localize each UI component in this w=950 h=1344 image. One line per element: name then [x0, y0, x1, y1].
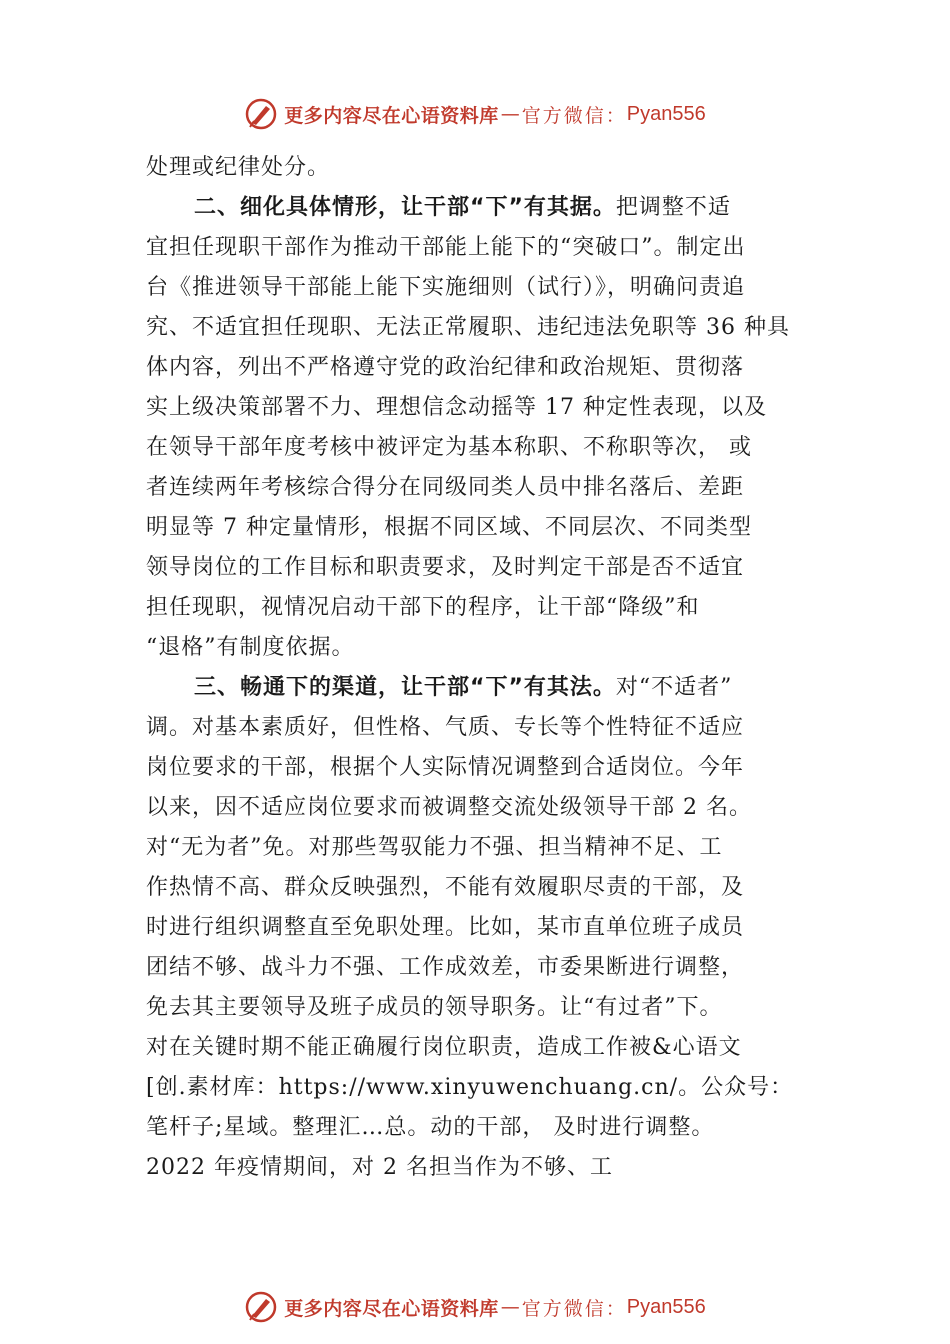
- text-line: 调。对基本素质好，但性格、气质、专长等个性特征不适应: [146, 715, 745, 740]
- quill-logo-icon: [244, 1290, 278, 1324]
- banner-dash: —: [500, 103, 520, 125]
- banner-main-text: 更多内容尽在心语资料库: [284, 1297, 499, 1320]
- text-line: [创.素材库：https://www.xinyuwenchuang.cn/。公众号：: [146, 1075, 794, 1100]
- text-line: 在领导干部年度考核中被评定为基本称职、不称职等次， 或: [146, 435, 752, 460]
- section-heading-line: 二、细化具体情形，让干部“下”有其据。把调整不适: [194, 195, 731, 220]
- text-line: 作热情不高、群众反映强烈，不能有效履职尽责的干部，及: [146, 875, 745, 900]
- text-line: 时进行组织调整直至免职处理。比如，某市直单位班子成员: [146, 915, 745, 940]
- footer-watermark-banner: [0, 1287, 950, 1327]
- section-heading: 二、细化具体情形，让干部“下”有其据。: [194, 195, 616, 220]
- text-line: 领导岗位的工作目标和职责要求，及时判定干部是否不适宜: [146, 555, 745, 580]
- banner-wechat-label: 官方微信：: [521, 1297, 627, 1320]
- text-line: 以来，因不适应岗位要求而被调整交流处级领导干部 2 名。: [146, 795, 752, 820]
- section-heading-line: 三、畅通下的渠道，让干部“下”有其法。对“不适者”: [194, 675, 733, 700]
- text-line: 对“无为者”免。对那些驾驭能力不强、担当精神不足、工: [146, 835, 723, 860]
- text-line: 2022 年疫情期间，对 2 名担当作为不够、工: [146, 1155, 613, 1180]
- text-line: 者连续两年考核综合得分在同级同类人员中排名落后、差距: [146, 475, 745, 500]
- banner-wechat-id: Pyan556: [626, 1295, 706, 1318]
- text-line: 体内容，列出不严格遵守党的政治纪律和政治规矩、贯彻落: [146, 355, 745, 380]
- text-line: 对在关键时期不能正确履行岗位职责，造成工作被&心语文: [146, 1035, 742, 1060]
- text-line: “退格”有制度依据。: [146, 635, 355, 660]
- text-line: 担任现职，视情况启动干部下的程序，让干部“降级”和: [146, 595, 700, 620]
- text-line: 明显等 7 种定量情形，根据不同区域、不同层次、不同类型: [146, 515, 752, 540]
- text-line: 岗位要求的干部，根据个人实际情况调整到合适岗位。今年: [146, 755, 745, 780]
- section-heading: 三、畅通下的渠道，让干部“下”有其法。: [194, 675, 616, 700]
- text-line: 宜担任现职干部作为推动干部能上能下的“突破口”。制定出: [146, 235, 746, 260]
- text-line: 团结不够、战斗力不强、工作成效差，市委果断进行调整，: [146, 955, 745, 980]
- text-line: 免去其主要领导及班子成员的领导职务。让“有过者”下。: [146, 995, 723, 1020]
- quill-logo-icon: [244, 97, 278, 131]
- header-watermark-banner: [0, 94, 950, 134]
- text-line: 究、不适宜担任现职、无法正常履职、违纪违法免职等 36 种具: [146, 315, 790, 340]
- banner-main-text: 更多内容尽在心语资料库: [284, 104, 499, 127]
- document-body: [146, 148, 826, 1188]
- banner-wechat-label: 官方微信：: [521, 104, 627, 127]
- text-line: 笔杆子;星域。整理汇…总。动的干部， 及时进行调整。: [146, 1115, 715, 1140]
- text-line: 实上级决策部署不力、理想信念动摇等 17 种定性表现，以及: [146, 395, 767, 420]
- text-line: 处理或纪律处分。: [146, 155, 331, 180]
- text-line: 台《推进领导干部能上能下实施细则（试行）》，明确问责追: [146, 275, 746, 300]
- banner-wechat-id: Pyan556: [626, 102, 706, 125]
- banner-dash: —: [500, 1296, 520, 1318]
